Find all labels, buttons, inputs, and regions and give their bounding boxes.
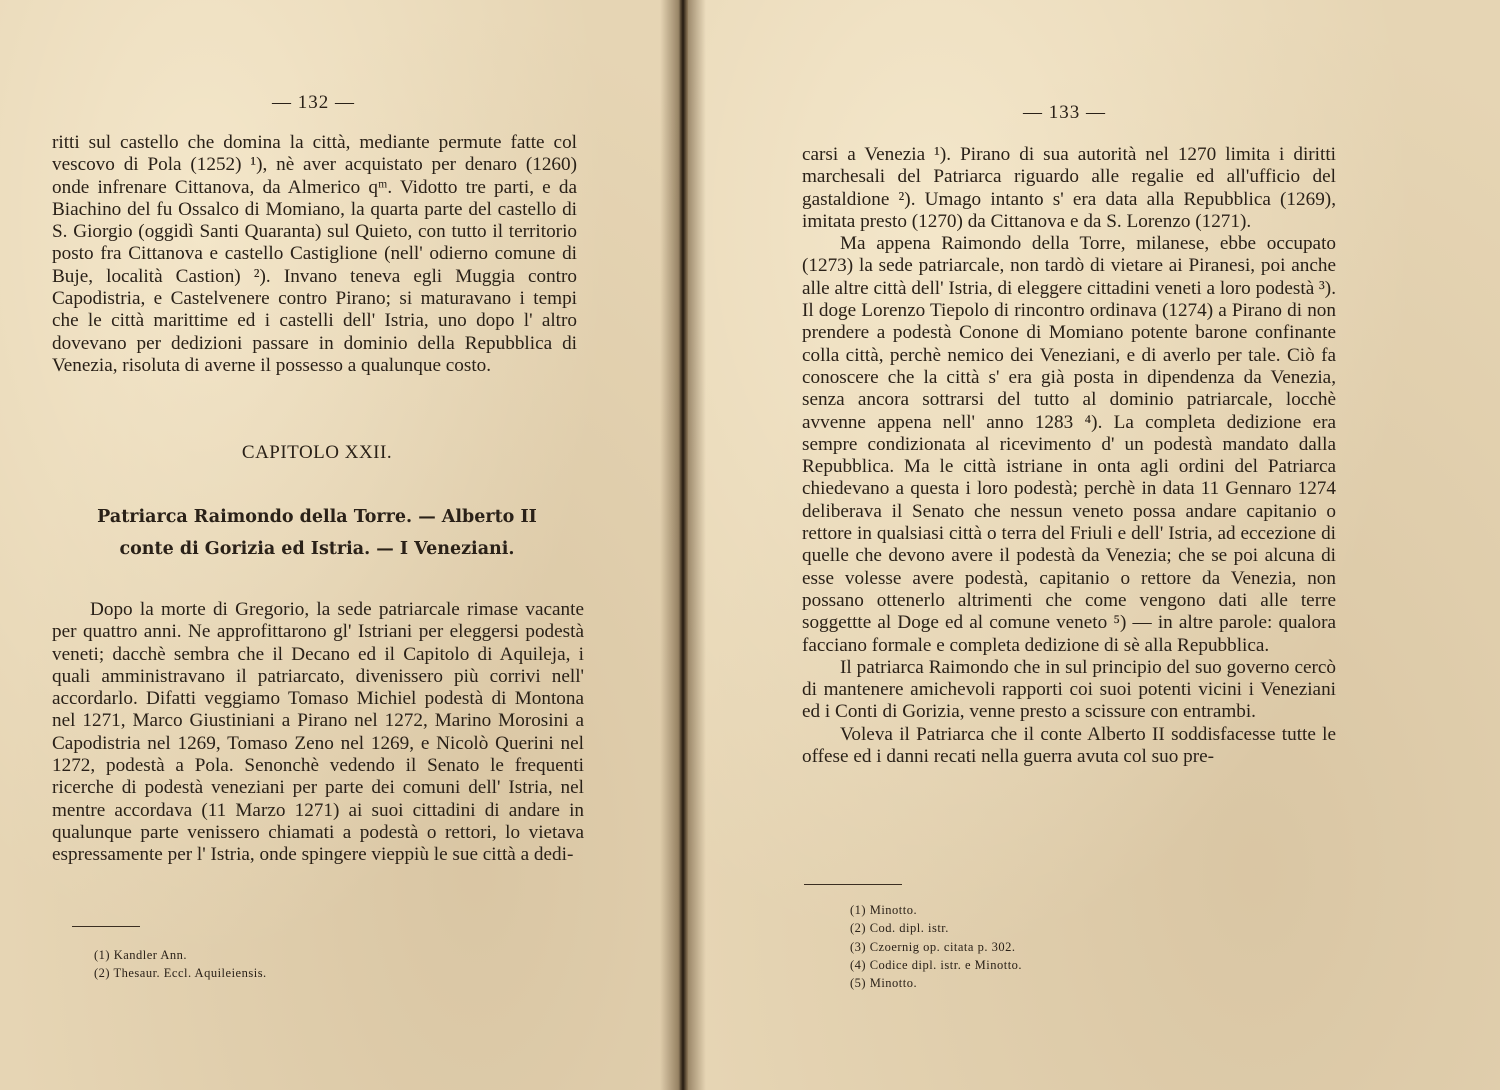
right-text-block <box>802 144 1336 768</box>
footnote: (1) Kandler Ann. <box>94 948 188 962</box>
paragraph: Dopo la morte di Gregorio, la sede patriarcale rimase vacante per quattro anni. Ne approfittarono gl' Istriani per eleggersi podestà veneti; dacchè sembra che il Decano ed il Capitolo di Aquileja, i quali amministravano il patriarcato, divenissero più corrivi nell' accordarlo. Difatti veggiamo Tomaso Michiel podestà di Montona nel 1271, Marco Giustiniani a Pirano nel 1272, Marino Morosini a Capodistria nel 1269, Tomaso Zeno nel 1269, e Nicolò Querini nel 1272, podestà a Pola. Senonchè vedendo il Senato le frequenti ricerche di podestà veneziani per parte dei comuni dell' Istria, nel mentre accordava (11 Marzo 1271) ai suoi cittadini di andare in qualunque parte venissero chiamati a podestà o rettori, lo vietava espressamente per l' Istria, onde spingere vieppiù le sue città a dedi- <box>52 599 584 866</box>
chapter-heading-line-2: conte di Gorizia ed Istria. — I Veneziani. <box>119 539 515 559</box>
page-number-right: — 133 — <box>1023 102 1106 123</box>
footnote: (3) Czoernig op. citata p. 302. <box>850 939 1016 954</box>
footnote: (5) Minotto. <box>850 976 918 991</box>
left-body-paragraph <box>52 599 584 867</box>
footnote-divider <box>72 926 140 927</box>
left-page <box>0 0 680 1090</box>
paragraph: ritti sul castello che domina la città, mediante permute fatte col vescovo di Pola (1252) ¹), nè aver acquistato per denaro (1260) onde infrenare Cittanova, da Almerico qᵐ. Vidotto tre parti, e da Biachino del fu Ossalco di Momiano, la quarta parte del castello di S. Giorgio (oggidì Santi Quaranta) sul Quieto, con tutto il territorio posto fra Cittanova e castello Castiglione (nell' odierno comune di Buje, località Castion) ²). Invano teneva egli Muggia contro Capodistria, e Castelvenere contro Pirano; si maturavano i tempi che le città marittime ed i castelli dell' Istria, uno dopo l' altro dovevano per dedizioni passare in dominio della Repubblica di Venezia, risoluta di averne il possesso a qualunque costo. <box>52 132 577 376</box>
footnote: (2) Thesaur. Eccl. Aquileiensis. <box>94 966 267 981</box>
footnote-divider <box>804 884 902 885</box>
footnote: (2) Cod. dipl. istr. <box>850 921 949 936</box>
chapter-heading <box>52 501 582 565</box>
footnotes-right <box>850 901 1022 992</box>
paragraph: Voleva il Patriarca che il conte Alberto II soddisfacesse tutte le offese ed i danni recati nella guerra avuta col suo pre- <box>802 723 1336 768</box>
page-number-left: — 132 — <box>272 92 355 113</box>
paragraph: Il patriarca Raimondo che in sul principio del suo governo cercò di mantenere amichevoli rapporti coi suoi potenti vicini i Veneziani ed i Conti di Gorizia, venne presto a scissure con entrambi. <box>802 656 1336 723</box>
footnotes-left <box>94 946 267 983</box>
paragraph: Ma appena Raimondo della Torre, milanese, ebbe occupato (1273) la sede patriarcale, non tardò di vietare ai Piranesi, poi anche alle altre città dell' Istria, di eleggere cittadini veneti a loro podestà ³). Il doge Lorenzo Tiepolo di rincontro ordinava (1274) a Pirano di non prendere a podestà Conone di Momiano potente barone confinante colla città, perchè nemico dei Veneziani, e di averlo per tale. Ciò fa conoscere che la città s' era già posta in dipendenza da Venezia, senza ancora sottrarsi del tutto al dominio patriarcale, locchè avvenne appena nell' anno 1283 ⁴). La completa dedizione era sempre condizionata al ricevimento d' un podestà mandato dalla Repubblica. Ma le città istriane in onta agli ordini del Patriarca chiedevano a questa i loro podestà; perchè in data 11 Gennaro 1274 deliberava il Senato che nessun veneto possa andare capitanio o rettore in qualsiasi città o terra del Friuli e dell' Istria, ad eccezione di quelle che devono avere il podestà da Venezia; che se poi alcuna di esse volesse avere podestà, capitanio o rettore da Venezia, non possano ottenerlo altrimenti che come vengono dati alle terre soggettte al Doge ed al comune veneto ⁵) — in altre parole: qualora facciano formale e completa dedizione di sè alla Repubblica. <box>802 233 1336 656</box>
book-gutter <box>660 0 706 1090</box>
paragraph: carsi a Venezia ¹). Pirano di sua autorità nel 1270 limita i diritti marchesali del Patriarca riguardo alle regalie ed all'ufficio del gastaldione ²). Umago intanto s' era data alla Repubblica (1269), imitata presto (1270) da Cittanova e da S. Lorenzo (1271). <box>802 144 1336 232</box>
right-page <box>688 0 1500 1090</box>
footnote: (1) Minotto. <box>850 903 918 917</box>
left-top-paragraph <box>52 132 577 377</box>
footnote: (4) Codice dipl. istr. e Minotto. <box>850 957 1023 972</box>
chapter-heading-line-1: Patriarca Raimondo della Torre. — Alberto II <box>97 507 537 527</box>
chapter-title: CAPITOLO XXII. <box>241 442 393 463</box>
